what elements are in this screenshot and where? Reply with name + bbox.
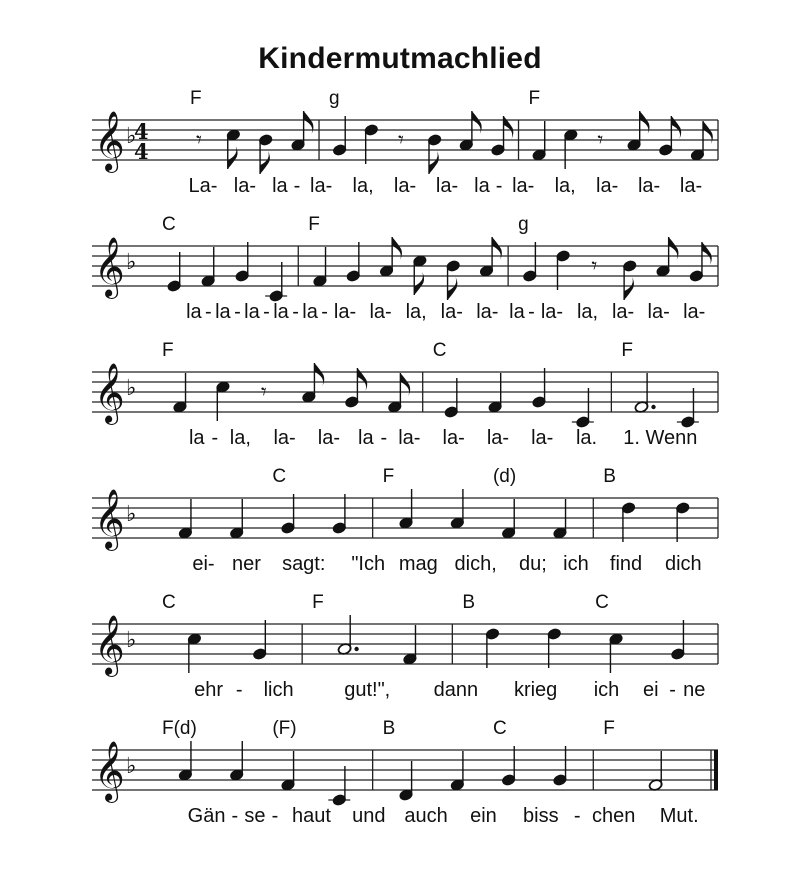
lyric-syllable: - <box>211 427 219 449</box>
lyric-syllable: la- <box>233 175 257 197</box>
lyric-syllable: la- <box>435 175 459 197</box>
augmentation-dot <box>651 405 655 409</box>
lyric-syllable: la- <box>647 301 670 323</box>
lyric-syllable: - <box>271 805 279 827</box>
lyric-syllable: ne <box>683 679 706 701</box>
lyric-syllable: la- <box>683 301 706 323</box>
lyric-line <box>186 301 705 323</box>
chord-symbol: (d) <box>492 466 517 487</box>
lyric-syllable: la, <box>229 427 251 449</box>
lyric-syllable: - <box>495 175 503 197</box>
lyric-syllable: - <box>573 805 581 827</box>
lyric-syllable: und <box>352 805 386 827</box>
eighth-rest-icon: 𝄾 <box>597 128 604 153</box>
chord-symbol: C <box>432 340 447 361</box>
lyric-syllable: - <box>321 301 328 323</box>
lyric-syllable: la- <box>398 427 421 449</box>
lyric-syllable: la <box>474 175 490 197</box>
chord-symbol: C <box>162 592 176 613</box>
lyric-syllable: - <box>669 679 676 701</box>
eighth-rest-icon: 𝄾 <box>591 254 598 279</box>
lyric-syllable: dich, <box>454 553 497 575</box>
augmentation-dot <box>354 647 358 651</box>
lyric-syllable: krieg <box>513 679 558 701</box>
staff-system <box>92 340 718 449</box>
lyric-syllable: la- <box>596 175 619 197</box>
lyric-syllable: ehr <box>194 679 224 701</box>
chord-symbol: F <box>382 466 395 487</box>
chord-symbol: F <box>162 340 174 361</box>
chord-symbol: F <box>312 592 324 613</box>
treble-clef-icon: 𝄞 <box>94 741 125 801</box>
lyric-syllable: ner <box>232 553 261 575</box>
lyric-syllable: la <box>509 301 525 323</box>
lyric-syllable: la- <box>440 301 463 323</box>
lyric-line <box>189 427 697 449</box>
lyric-syllable: la- <box>317 427 341 449</box>
note-flag <box>448 277 458 300</box>
chord-symbol: F <box>621 340 633 361</box>
lyric-syllable: - <box>292 301 299 323</box>
time-signature-numerator: 4 <box>134 119 149 144</box>
lyric-syllable: - <box>205 301 212 323</box>
lyric-syllable: ich <box>593 679 620 701</box>
chord-symbol: F <box>308 214 320 235</box>
lyric-syllable: - <box>293 175 301 197</box>
staff-system <box>92 88 718 197</box>
note-flag <box>260 151 270 174</box>
treble-clef-icon: 𝄞 <box>94 111 125 171</box>
lyric-syllable: biss <box>523 805 559 827</box>
staff-system <box>92 718 718 827</box>
lyric-syllable: la- <box>540 301 564 323</box>
lyric-syllable: 1. Wenn <box>623 427 698 449</box>
lyric-syllable: auch <box>404 805 448 827</box>
lyric-syllable: la- <box>486 427 510 449</box>
eighth-rest-icon: 𝄾 <box>196 128 202 153</box>
lyric-syllable: la, <box>554 175 576 197</box>
key-signature-flat-icon: ♭ <box>126 250 137 275</box>
lyric-syllable: la, <box>576 301 599 323</box>
lyric-syllable: La- <box>188 175 218 197</box>
lyric-syllable: la- <box>310 175 333 197</box>
chord-symbol: C <box>492 718 507 739</box>
lyric-syllable: - <box>528 301 535 323</box>
lyric-line <box>194 679 705 701</box>
lyric-syllable: find <box>609 553 643 575</box>
lyric-line <box>189 175 703 197</box>
lyric-syllable: la- <box>273 427 296 449</box>
lyric-syllable: la- <box>369 301 392 323</box>
lyric-syllable: - <box>231 805 239 827</box>
chord-symbol: F <box>190 88 202 109</box>
treble-clef-icon: 𝄞 <box>94 363 125 423</box>
staff-system <box>92 466 718 575</box>
lyric-syllable: la- <box>512 175 535 197</box>
lyric-syllable: la <box>186 301 202 323</box>
lyric-syllable: haut <box>291 805 331 827</box>
chord-symbol: F <box>528 88 541 109</box>
lyric-syllable: la <box>273 301 289 323</box>
key-signature-flat-icon: ♭ <box>126 628 137 653</box>
eighth-rest-icon: 𝄾 <box>397 128 404 153</box>
lyric-syllable: - <box>380 427 388 449</box>
lyric-syllable: la <box>188 427 205 449</box>
lyric-syllable: la- <box>393 175 417 197</box>
lyric-syllable: dann <box>433 679 479 701</box>
chord-symbol: C <box>272 466 287 487</box>
lyric-syllable: ei <box>643 679 659 701</box>
lyric-syllable: la <box>215 301 231 323</box>
lyric-syllable: gut!", <box>344 679 391 701</box>
lyric-syllable: mag <box>398 553 438 575</box>
song-title: Kindermutmachlied <box>258 42 542 75</box>
lyric-syllable: la <box>358 427 374 449</box>
lyric-syllable: chen <box>592 805 636 827</box>
note-flag <box>429 151 439 174</box>
lyric-syllable: la. <box>575 427 598 449</box>
staff-system <box>92 214 718 323</box>
lyric-syllable: Mut. <box>659 805 699 827</box>
treble-clef-icon: 𝄞 <box>94 615 125 675</box>
chord-symbol: g <box>329 88 340 109</box>
chord-symbol: (F) <box>272 718 297 739</box>
key-signature-flat-icon: ♭ <box>126 376 137 401</box>
lyric-syllable: la- <box>611 301 635 323</box>
chord-symbol: B <box>462 592 476 613</box>
eighth-rest-icon: 𝄾 <box>260 380 267 405</box>
lyric-syllable: la- <box>476 301 499 323</box>
chord-symbol: C <box>595 592 609 613</box>
key-signature-flat-icon: ♭ <box>126 754 137 779</box>
lyric-syllable: la <box>272 175 288 197</box>
chord-symbol: g <box>518 214 529 235</box>
lyric-syllable: lich <box>263 679 294 701</box>
chord-symbol: B <box>382 718 396 739</box>
lyric-syllable: - <box>235 679 243 701</box>
time-signature-denominator: 4 <box>134 139 149 164</box>
treble-clef-icon: 𝄞 <box>94 237 125 297</box>
lyric-syllable: la- <box>679 175 703 197</box>
lyric-syllable: du; <box>519 553 547 575</box>
lyric-syllable: la- <box>442 427 465 449</box>
lyric-syllable: la, <box>405 301 427 323</box>
lyric-syllable: la- <box>333 301 357 323</box>
lyric-syllable: ei- <box>192 553 215 575</box>
lyric-line <box>192 553 701 575</box>
note-flag <box>624 277 634 300</box>
lyric-syllable: sagt: <box>282 553 326 575</box>
key-signature-flat-icon: ♭ <box>126 502 137 527</box>
lyric-syllable: la <box>302 301 318 323</box>
lyric-syllable: - <box>263 301 270 323</box>
lyric-syllable: la- <box>637 175 661 197</box>
chord-symbol: F(d) <box>162 718 197 739</box>
staff-system <box>92 592 718 701</box>
lyric-syllable: "Ich <box>351 553 386 575</box>
lyric-syllable: la <box>244 301 260 323</box>
lyric-syllable: dich <box>664 553 702 575</box>
final-barline <box>714 750 718 790</box>
lyric-syllable: Gän <box>187 805 226 827</box>
chord-symbol: F <box>603 718 615 739</box>
lyric-line <box>188 805 699 827</box>
lyric-syllable: ich <box>563 553 589 575</box>
chord-symbol: C <box>162 214 176 235</box>
treble-clef-icon: 𝄞 <box>94 489 125 549</box>
chord-symbol: B <box>603 466 616 487</box>
lyric-syllable: la, <box>352 175 374 197</box>
key-signature-flat-icon: ♭ <box>126 124 137 149</box>
lyric-syllable: la- <box>531 427 554 449</box>
lyric-syllable: - <box>234 301 241 323</box>
lyric-syllable: ein <box>470 805 497 827</box>
lyric-syllable: se <box>244 805 266 827</box>
